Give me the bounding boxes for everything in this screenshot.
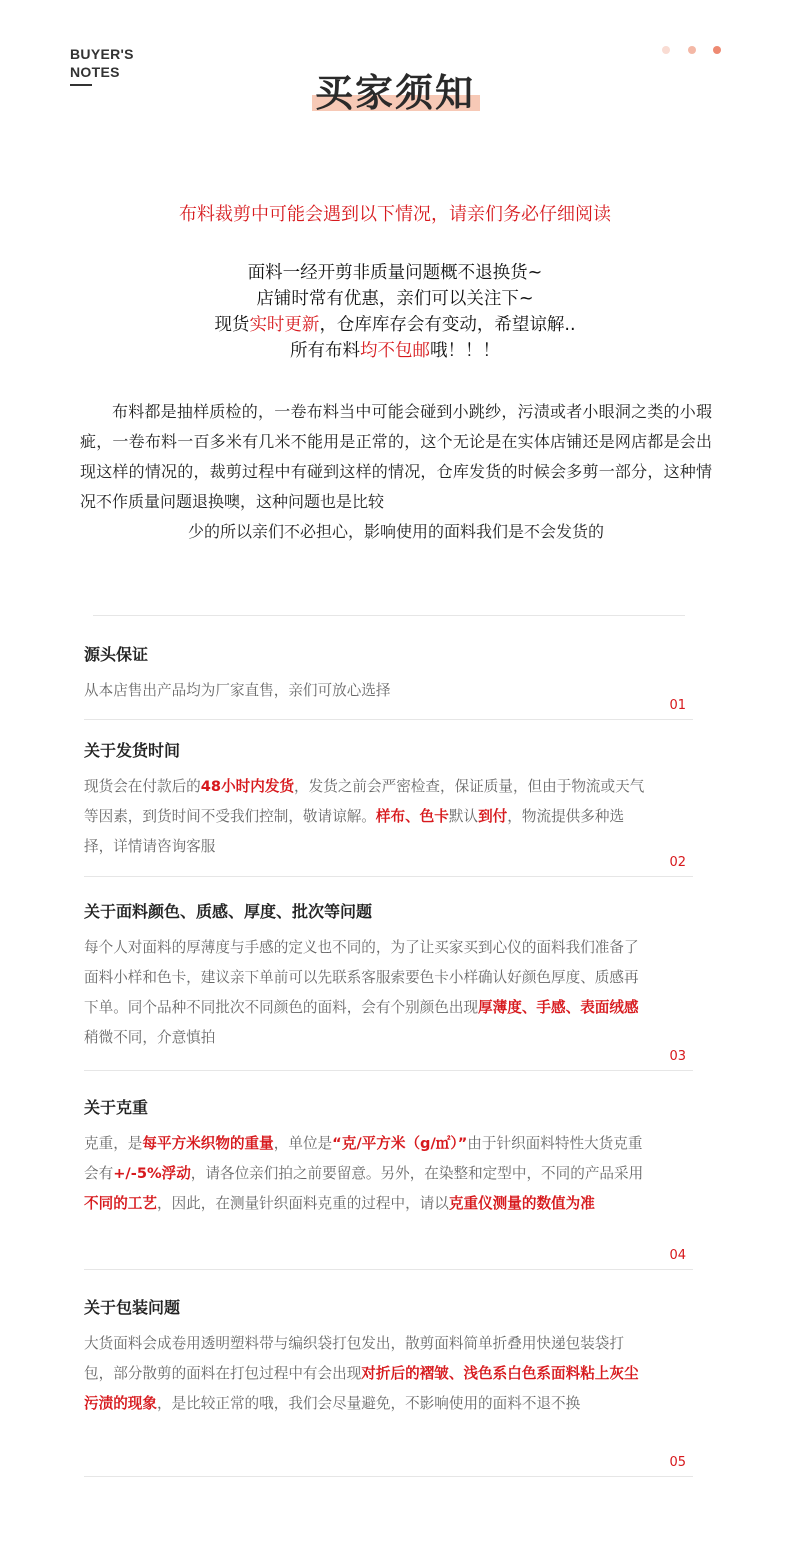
info-item-color-quality — [84, 901, 693, 1071]
item-text: 从本店售出产品均为厂家直售，亲们可放心选择 — [84, 682, 391, 699]
item-number: 01 — [669, 698, 686, 713]
corner-label-line2: NOTES — [70, 64, 120, 80]
notice-text: 现货 — [214, 315, 250, 335]
decorative-dots — [662, 46, 724, 56]
info-item-packaging — [84, 1297, 693, 1477]
dot-medium — [688, 46, 696, 54]
item-text: 现货会在付款后的 — [84, 778, 201, 795]
item-body — [84, 772, 650, 862]
item-highlight: 48小时内发货 — [200, 778, 295, 795]
notice-text: ，仓库库存会有变动，希望谅解.. — [319, 315, 576, 335]
item-text: ，物流提供多种选择，详情请咨询客服 — [84, 808, 625, 855]
dot-light — [662, 46, 670, 54]
info-item-source — [84, 644, 693, 720]
paragraph-last-line: 少的所以亲们不必担心，影响使用的面料我们是不会发货的 — [187, 522, 604, 541]
info-item-weight — [84, 1097, 693, 1270]
item-text: 大货面料会成卷用透明塑料带与编织袋打包发出，散剪面料简单折叠用快递包装袋打包，部分散剪的面料在打包过程中有会出现 — [84, 1335, 624, 1382]
item-number: 04 — [669, 1248, 686, 1263]
item-body — [84, 676, 650, 706]
item-title: 关于克重 — [84, 1098, 149, 1117]
notice-highlight: 实时更新 — [249, 315, 320, 335]
item-divider — [84, 1269, 693, 1270]
item-text: ，是比较正常的哦，我们会尽量避免，不影响使用的面料不退不换 — [156, 1395, 581, 1412]
item-text: 稍微不同，介意慎拍 — [84, 1029, 216, 1046]
item-number: 05 — [669, 1455, 686, 1470]
item-text: ，因此，在测量针织面料克重的过程中，请以 — [156, 1195, 449, 1212]
item-highlight: 克重仪测量的数值为准 — [448, 1195, 595, 1212]
item-text: ，请各位亲们拍之前要留意。另外，在染整和定型中，不同的产品采用 — [190, 1165, 644, 1182]
notice-line-3 — [0, 312, 790, 338]
notice-line-2: 店铺时常有优惠，亲们可以关注下~ — [256, 289, 534, 309]
item-title: 关于面料颜色、质感、厚度、批次等问题 — [84, 902, 373, 921]
item-body — [84, 1329, 650, 1419]
paragraph-main: 布料都是抽样质检的，一卷布料当中可能会碰到小跳纱，污渍或者小眼洞之类的小瑕疵，一卷布料一百多米有几米不能用是正常的，这个无论是在实体店铺还是网店都是会出现这样的情况的，裁剪过程中有碰到这样的情况，仓库发货的时候会多剪一部分，这种情况不作质量问题退换噢，这种问题也是比较 — [80, 402, 712, 511]
item-title: 源头保证 — [84, 645, 149, 664]
red-heading: 布料裁剪中可能会遇到以下情况，请亲们务必仔细阅读 — [179, 204, 611, 225]
item-text: 每个人对面料的厚薄度与手感的定义也不同的，为了让买家买到心仪的面料我们准备了面料小样和色卡，建议亲下单前可以先联系客服索要色卡小样确认好颜色厚度、质感再下单。同个品种不同批次不同颜色的面料，会有个别颜色出现 — [84, 939, 639, 1016]
item-text: 克重，是 — [84, 1135, 143, 1152]
quality-paragraph — [80, 397, 712, 547]
notice-line-1: 面料一经开剪非质量问题概不退换货~ — [247, 263, 543, 283]
corner-label-line1: BUYER'S — [70, 46, 134, 62]
notice-text: 哦！！！ — [430, 341, 500, 361]
item-highlight: 样布、色卡 — [375, 808, 449, 825]
page-title: 买家须知 — [314, 71, 475, 115]
notice-line-4 — [0, 338, 790, 364]
item-highlight: “克/平方米（g/㎡）” — [332, 1135, 468, 1152]
item-body — [84, 1129, 650, 1219]
item-divider — [84, 1070, 693, 1071]
item-highlight: 对折后的褶皱、浅色系白色系面料粘上灰尘污渍的现象 — [84, 1365, 639, 1412]
notice-highlight: 均不包邮 — [360, 341, 430, 361]
dot-dark — [713, 46, 721, 54]
item-highlight: 到付 — [478, 808, 508, 825]
item-number: 02 — [669, 855, 686, 870]
item-title: 关于包装问题 — [84, 1298, 181, 1317]
item-text: 默认 — [448, 808, 479, 825]
item-highlight: +/-5%浮动 — [113, 1165, 191, 1182]
item-highlight: 每平方米织物的重量 — [142, 1135, 274, 1152]
section-divider — [93, 615, 685, 616]
item-divider — [84, 1476, 693, 1477]
item-body — [84, 933, 650, 1053]
item-number: 03 — [669, 1049, 686, 1064]
info-item-shipping — [84, 740, 693, 877]
item-highlight: 厚薄度、手感、表面绒感 — [478, 999, 639, 1016]
notices-block — [0, 260, 790, 364]
item-highlight: 不同的工艺 — [84, 1195, 157, 1212]
item-divider — [84, 719, 693, 720]
item-divider — [84, 876, 693, 877]
item-text: ，单位是 — [273, 1135, 333, 1152]
item-text: 由于针织面料特性大货克重会有 — [84, 1135, 643, 1182]
notice-text: 所有布料 — [290, 341, 360, 361]
item-text: ，发货之前会严密检查，保证质量，但由于物流或天气等因素，到货时间不受我们控制，敬请谅解。 — [84, 778, 645, 825]
item-title: 关于发货时间 — [84, 741, 181, 760]
